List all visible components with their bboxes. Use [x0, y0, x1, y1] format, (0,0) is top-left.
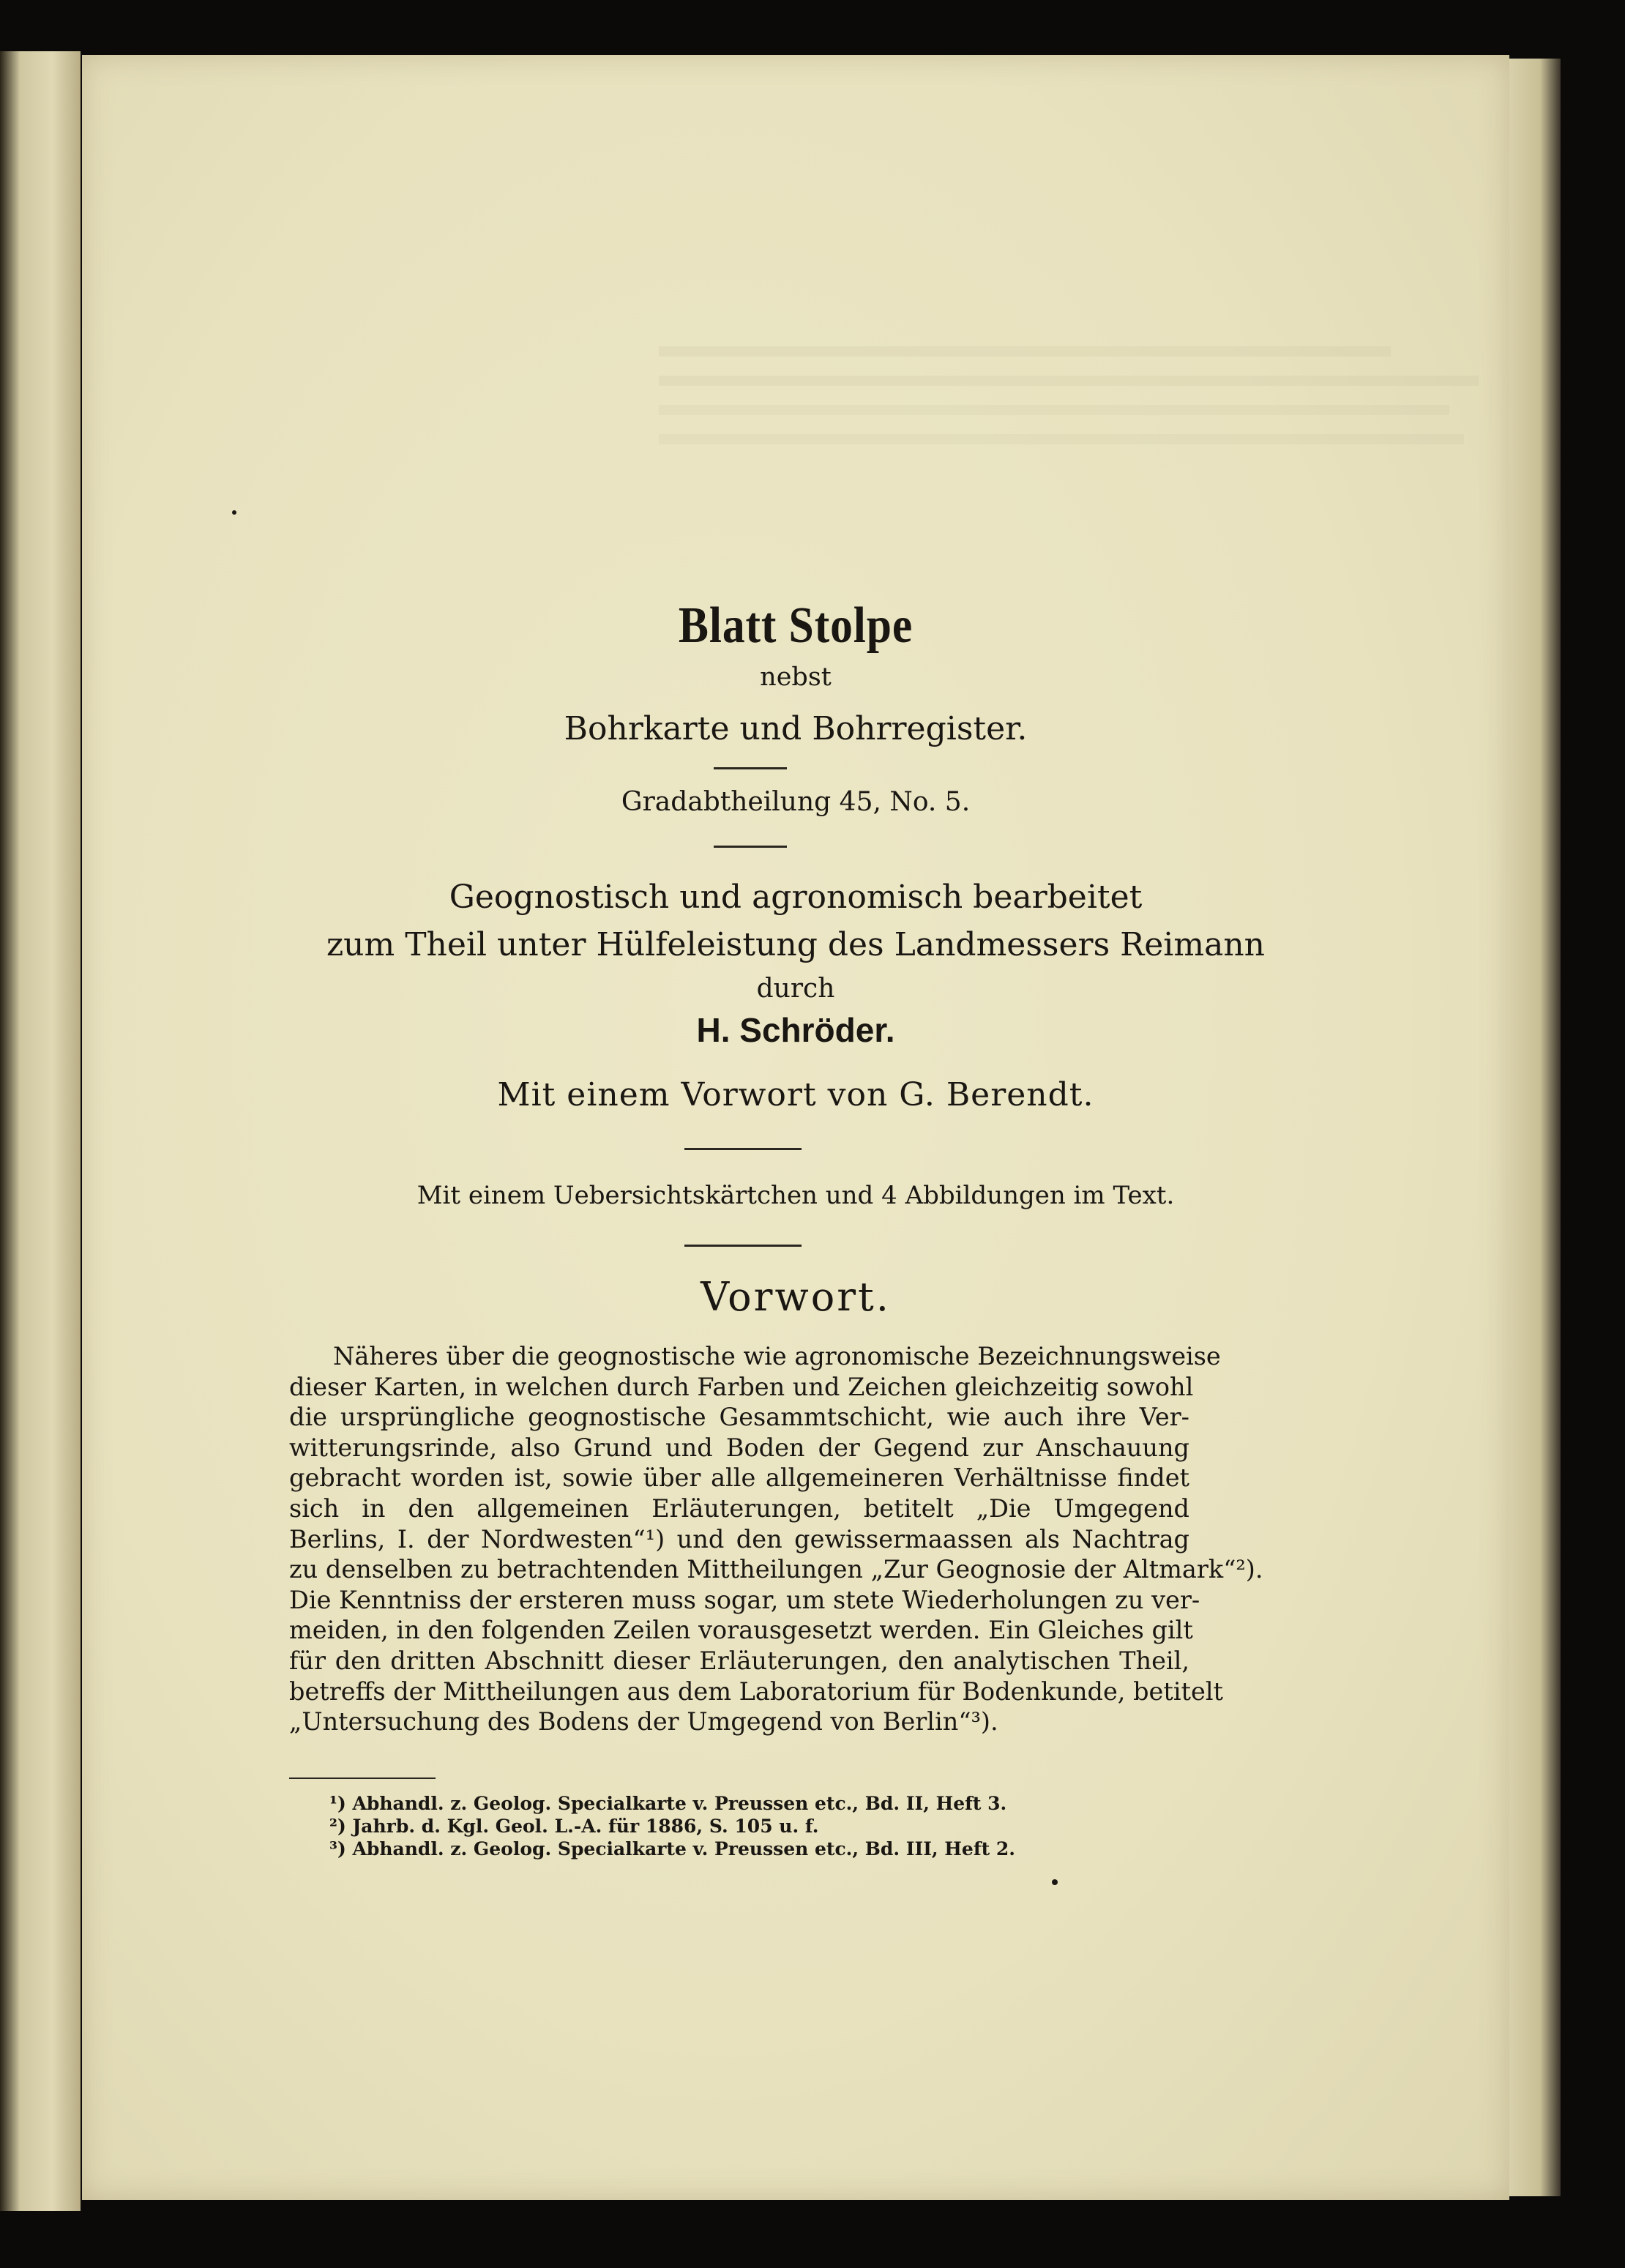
footnote: ¹) Abhandl. z. Geolog. Specialkarte v. Preussen etc., Bd. II, Heft 3.: [329, 1793, 1007, 1814]
author-name: H. Schröder.: [696, 1011, 895, 1049]
gradabtheilung: Gradabtheilung 45, No. 5.: [621, 787, 971, 817]
foreword-by: Mit einem Vorwort von G. Berendt.: [497, 1076, 1094, 1114]
divider: [684, 1245, 802, 1247]
credit-durch: durch: [756, 974, 835, 1004]
body-line: meiden, in den folgenden Zeilen vorausgesetzt werden. Ein Gleiches gilt: [289, 1616, 1193, 1645]
body-line: witterungsrinde, also Grund und Boden der Gegend zur Anschauung: [289, 1433, 1189, 1462]
body-line: sich in den allgemeinen Erläuterungen, betitelt „Die Umgegend: [289, 1493, 1189, 1523]
body-line: „Untersuchung des Bodens der Umgegend von Berlin“³).: [289, 1707, 998, 1737]
body-line: für den dritten Abschnitt dieser Erläuterungen, den analytischen Theil,: [289, 1646, 1189, 1675]
foreword-body: [289, 1341, 1263, 1737]
divider: [714, 767, 787, 769]
footnote: ²) Jahrb. d. Kgl. Geol. L.-A. für 1886, S. 105 u. f.: [329, 1816, 819, 1837]
body-line: zu denselben zu betrachtenden Mittheilungen „Zur Geognosie der Altmark“²).: [289, 1555, 1263, 1584]
body-line: gebracht worden ist, sowie über alle allgemeineren Verhältnisse findet: [289, 1463, 1189, 1493]
body-line: dieser Karten, in welchen durch Farben und Zeichen gleichzeitig sowohl: [289, 1372, 1194, 1401]
show-through: [659, 333, 1479, 463]
previous-page-edge: [0, 51, 81, 2211]
body-line: Näheres über die geognostische wie agronomische Bezeichnungsweise: [333, 1342, 1221, 1370]
body-line: Die Kenntniss der ersteren muss sogar, um stete Wiederholungen zu ver-: [289, 1585, 1200, 1614]
footnote: ³) Abhandl. z. Geolog. Specialkarte v. Preussen etc., Bd. III, Heft 2.: [329, 1838, 1015, 1859]
illustrations-note: Mit einem Uebersichtskärtchen und 4 Abbildungen im Text.: [416, 1181, 1175, 1210]
body-line: die ursprüngliche geognostische Gesammtschicht, wie auch ihre Ver-: [289, 1403, 1189, 1432]
subtitle-nebst: nebst: [760, 663, 832, 692]
ink-speck: [1052, 1879, 1058, 1885]
subtitle-bohrkarte: Bohrkarte und Bohrregister.: [564, 710, 1028, 747]
body-line: betreffs der Mittheilungen aus dem Laboratorium für Bodenkunde, betitelt: [289, 1676, 1223, 1706]
credit-line-1: Geognostisch und agronomisch bearbeitet: [449, 879, 1143, 916]
footnote-divider: [289, 1778, 436, 1779]
book-cover-edge: [1509, 59, 1561, 2196]
section-heading: Vorwort.: [701, 1274, 891, 1320]
divider: [714, 846, 787, 848]
divider: [684, 1148, 802, 1150]
ink-speck: [232, 510, 236, 515]
footnotes: [329, 1792, 1015, 1860]
page-title: Blatt Stolpe: [678, 597, 914, 654]
body-line: Berlins, I. der Nordwesten“¹) und den gewissermaassen als Nachtrag: [289, 1524, 1189, 1553]
credit-line-2: zum Theil unter Hülfeleistung des Landmessers Reimann: [326, 926, 1266, 963]
